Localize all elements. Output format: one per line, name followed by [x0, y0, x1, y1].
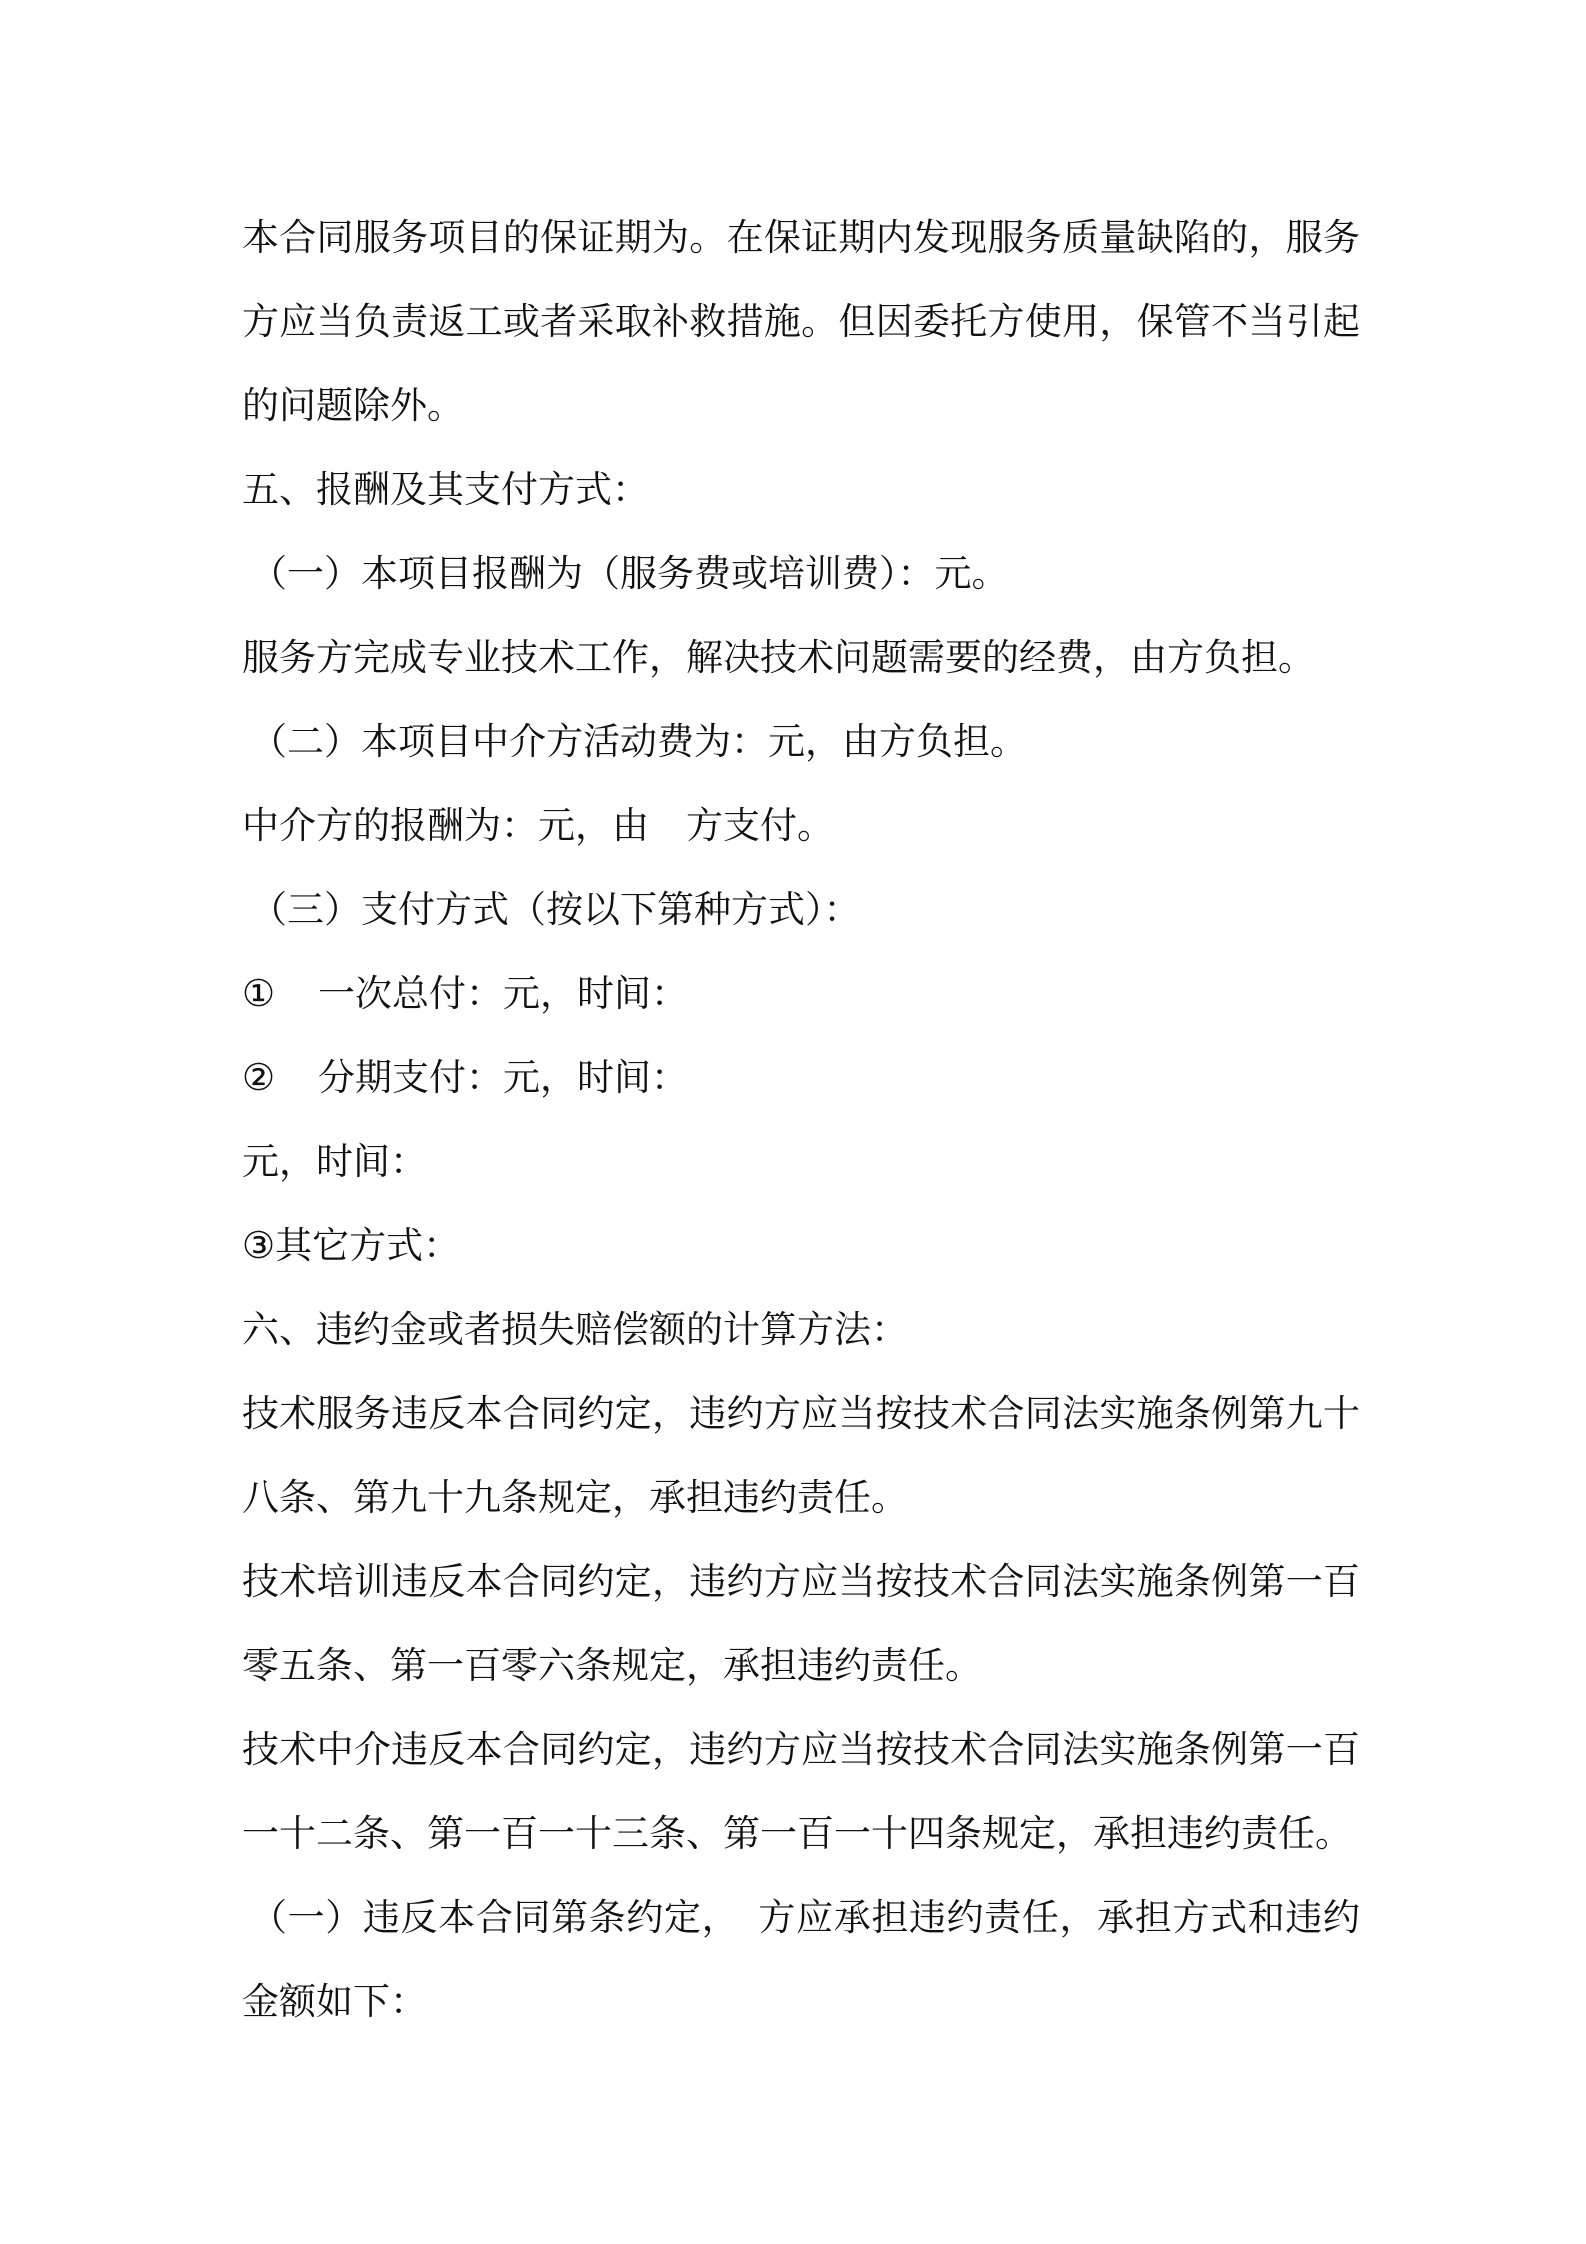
- paragraph-line: 的问题除外。: [242, 384, 464, 427]
- subsection-heading: （二）本项目中介方活动费为：元，由方负担。: [250, 720, 1027, 763]
- paragraph-line: 技术培训违反本合同约定，违约方应当按技术合同法实施条例第一百: [242, 1560, 1360, 1603]
- paragraph-line: 方应当负责返工或者采取补救措施。但因委托方使用，保管不当引起: [242, 300, 1360, 343]
- section-heading: 六、违约金或者损失赔偿额的计算方法：: [242, 1308, 908, 1351]
- section-heading: 五、报酬及其支付方式：: [242, 468, 649, 511]
- paragraph-line: 元，时间：: [242, 1140, 427, 1183]
- paragraph-line: 技术中介违反本合同约定，违约方应当按技术合同法实施条例第一百: [242, 1728, 1360, 1771]
- list-item-text: 分期支付：元，时间：: [318, 1056, 688, 1099]
- paragraph-line: 八条、第九十九条规定，承担违约责任。: [242, 1476, 908, 1519]
- list-item: [242, 1036, 1360, 1120]
- paragraph-line: 技术服务违反本合同约定，违约方应当按技术合同法实施条例第九十: [242, 1392, 1360, 1435]
- paragraph-line: 本合同服务项目的保证期为。在保证期内发现服务质量缺陷的，服务: [242, 216, 1360, 259]
- paragraph-line: 服务方完成专业技术工作，解决技术问题需要的经费，由方负担。: [242, 636, 1315, 679]
- paragraph-line: 一十二条、第一百一十三条、第一百一十四条规定，承担违约责任。: [242, 1812, 1352, 1855]
- list-item-text: 一次总付：元，时间：: [318, 972, 688, 1015]
- subsection-heading: （一）违反本合同第条约定， 方应承担违约责任，承担方式和违约: [250, 1896, 1360, 1939]
- subsection-heading: （三）支付方式（按以下第种方式）：: [250, 888, 861, 931]
- circled-number-marker: ①: [242, 972, 276, 1015]
- list-item: ③其它方式：: [242, 1224, 461, 1267]
- paragraph-line: 零五条、第一百零六条规定，承担违约责任。: [242, 1644, 982, 1687]
- circled-number-marker: ②: [242, 1056, 276, 1099]
- paragraph-line: 金额如下：: [242, 1980, 427, 2023]
- paragraph-line: 中介方的报酬为：元，由 方支付。: [242, 804, 834, 847]
- subsection-heading: （一）本项目报酬为（服务费或培训费）：元。: [250, 552, 1009, 595]
- list-item: [242, 952, 1360, 1036]
- document-body: [242, 196, 1360, 2044]
